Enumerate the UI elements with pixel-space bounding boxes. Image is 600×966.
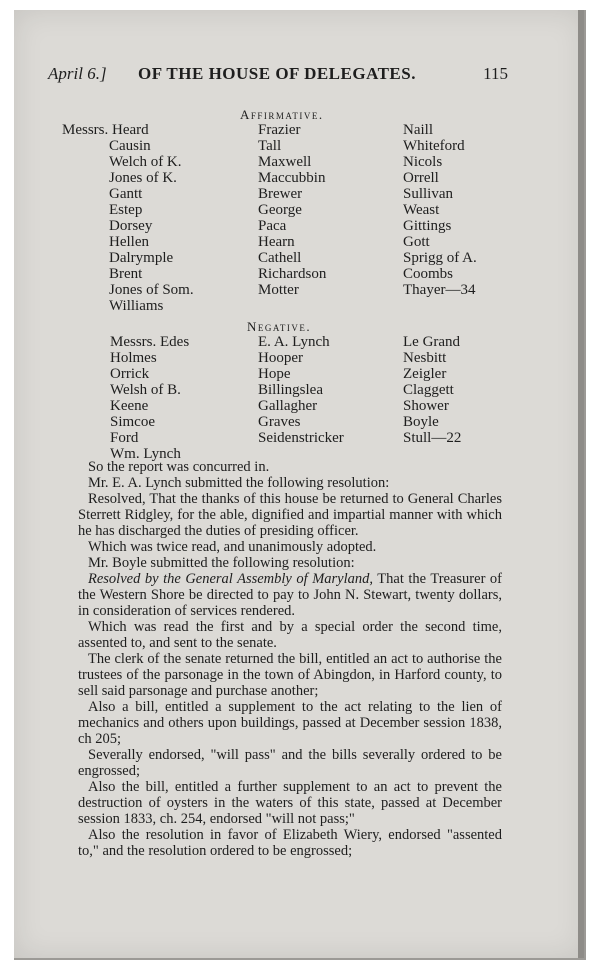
paragraph: The clerk of the senate returned the bill, entitled an act to authorise the trustees of the parsonage in the town of Abingdon, in Harford county, to sell said parsonage and purchase another; [78, 651, 502, 699]
affirmative-name: Frazier [258, 122, 301, 138]
paragraph: Mr. E. A. Lynch submitted the following resolution: [88, 475, 390, 491]
paragraph: Also the resolution in favor of Elizabeth Wiery, endorsed "assented to," and the resolution ordered to be engrossed; [78, 827, 502, 859]
negative-name: Ford [110, 430, 139, 446]
proceedings-text [78, 459, 502, 859]
negative-name: Stull—22 [403, 430, 462, 446]
affirmative-name: Hearn [258, 234, 295, 250]
affirmative-name: Sullivan [403, 186, 454, 202]
negative-name: Graves [258, 414, 301, 430]
affirmative-name: Dalrymple [109, 250, 174, 266]
negative-name: E. A. Lynch [258, 334, 330, 350]
affirmative-name: Naill [403, 122, 433, 138]
paragraph: Which was twice read, and unanimously adopted. [88, 539, 377, 555]
paragraph: Also a bill, entitled a supplement to the act relating to the lien of mechanics and others upon buildings, passed at December session 1838, ch 205; [78, 699, 502, 747]
running-header [48, 64, 508, 88]
paragraph: Mr. Boyle submitted the following resolution: [88, 555, 355, 571]
affirmative-name: Motter [258, 282, 299, 298]
affirmative-name: Richardson [258, 266, 327, 282]
negative-name: Billingslea [258, 382, 323, 398]
affirmative-name: Nicols [403, 154, 443, 170]
paragraph: Also the bill, entitled a further supplement to an act to prevent the destruction of oysters in the waters of this state, passed at December session 1833, ch. 254, endorsed "will not pass;" [78, 779, 502, 827]
affirmative-name: Maccubbin [258, 170, 326, 186]
affirmative-name: Estep [109, 202, 143, 218]
affirmative-name: Brent [109, 266, 143, 282]
negative-name: Shower [403, 398, 449, 414]
negative-name: Nesbitt [403, 350, 447, 366]
header-title: OF THE HOUSE OF DELEGATES. [138, 64, 416, 83]
paragraph: Severally endorsed, "will pass" and the bills severally ordered to be engrossed; [78, 747, 502, 779]
negative-name: Keene [110, 398, 149, 414]
affirmative-name: Cathell [258, 250, 302, 266]
affirmative-heading: Affirmative. [240, 107, 324, 122]
affirmative-name: Maxwell [258, 154, 312, 170]
affirmative-name: Hellen [109, 234, 149, 250]
negative-name: Simcoe [110, 414, 155, 430]
affirmative-name: Brewer [258, 186, 303, 202]
negative-name: Welsh of B. [110, 382, 181, 398]
negative-column-3 [403, 334, 461, 446]
header-date: April 6.] [48, 64, 107, 83]
affirmative-name: Thayer—34 [403, 282, 476, 298]
affirmative-name: Tall [258, 138, 282, 154]
negative-name: Orrick [110, 366, 150, 382]
affirmative-name: Jones of K. [109, 170, 177, 186]
affirmative-name: Welch of K. [109, 154, 182, 170]
affirmative-name: Jones of Som. [109, 282, 194, 298]
paragraph: Resolved, That the thanks of this house be returned to General Charles Sterrett Ridgley, for the able, dignified and impartial manner with which he has discharged the duties of presiding officer. [78, 491, 502, 539]
affirmative-name: George [258, 202, 302, 218]
affirmative-column-3 [403, 122, 477, 298]
page-edge-shadow [578, 10, 584, 958]
negative-column-2 [258, 334, 344, 446]
affirmative-name: Causin [109, 138, 151, 154]
affirmative-name: Whiteford [403, 138, 465, 154]
paragraph: So the report was concurred in. [88, 459, 270, 475]
affirmative-name: Coombs [403, 266, 454, 282]
negative-name: Gallagher [258, 398, 318, 414]
resolution-lead: Resolved by the General Assembly of Maryland, [88, 571, 374, 587]
affirmative-name: Williams [109, 298, 164, 314]
affirmative-name: Orrell [403, 170, 439, 186]
negative-name: Hope [258, 366, 291, 382]
page-number: 115 [483, 64, 508, 83]
affirmative-name: Gott [403, 234, 430, 250]
affirmative-name: Gittings [403, 218, 452, 234]
affirmative-column-1 [62, 122, 194, 314]
negative-name: Le Grand [403, 334, 461, 350]
affirmative-name: Paca [258, 218, 287, 234]
paragraph [78, 571, 502, 619]
negative-column-1 [110, 334, 189, 462]
negative-name: Holmes [110, 350, 157, 366]
negative-name: Messrs. Edes [110, 334, 190, 350]
paragraph: Which was read the first and by a special order the second time, assented to, and sent to the senate. [78, 619, 502, 651]
affirmative-name: Sprigg of A. [403, 250, 477, 266]
negative-name: Seidenstricker [258, 430, 344, 446]
negative-name: Boyle [403, 414, 439, 430]
affirmative-column-2 [258, 122, 326, 298]
affirmative-name: Weast [403, 202, 440, 218]
affirmative-name: Gantt [109, 186, 143, 202]
negative-name: Zeigler [403, 366, 447, 382]
negative-heading: Negative. [247, 319, 312, 334]
negative-name: Claggett [403, 382, 454, 398]
negative-name: Wm. Lynch [110, 446, 181, 462]
affirmative-name: Dorsey [109, 218, 153, 234]
affirmative-name: Messrs. Heard [62, 122, 149, 138]
negative-name: Hooper [258, 350, 303, 366]
resolution-body: That the Treasurer of the Western Shore be directed to pay to John N. Stewart, twenty dollars, in consideration of services rendered. [78, 571, 503, 619]
